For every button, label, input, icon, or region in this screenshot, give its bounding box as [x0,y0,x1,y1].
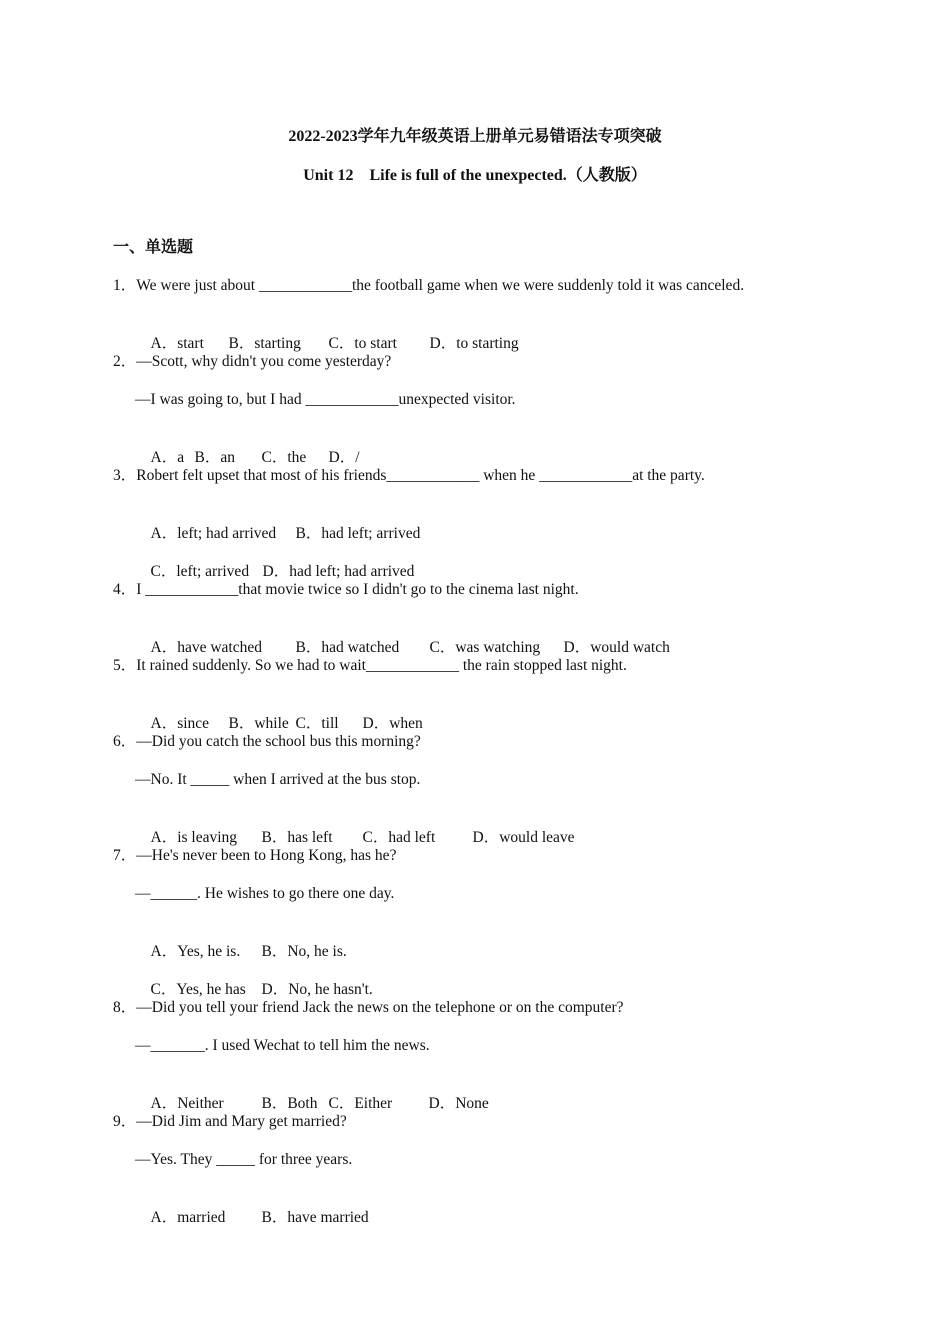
document-subtitle: Unit 12 Life is full of the unexpected.（人教版） [303,167,647,184]
question-6-stem-reply: —No. It _____ when I arrived at the bus stop. [135,771,421,788]
question-9-stem: 9．—Did Jim and Mary get married? [113,1113,347,1130]
question-6-stem: 6．—Did you catch the school bus this morning? [113,733,421,750]
option-a[interactable]: A．have watched [150,639,262,656]
option-c[interactable]: C．Either [328,1095,393,1112]
option-b[interactable]: B．has left [261,829,333,846]
option-d[interactable]: D．/ [328,449,360,466]
question-7-stem: 7．—He's never been to Hong Kong, has he? [113,847,397,864]
question-2-stem-reply: —I was going to, but I had ____________unexpected visitor. [135,391,516,408]
option-d[interactable]: D．when [362,715,423,732]
option-b[interactable]: B．while [228,715,289,732]
option-d[interactable]: D．None [428,1095,489,1112]
option-c[interactable]: C．to start [328,335,397,352]
option-b[interactable]: B．No, he is. [261,943,347,960]
option-b[interactable]: B．had watched [295,639,400,656]
option-a[interactable]: A．start [150,335,204,352]
option-a[interactable]: A．left; had arrived [150,525,277,542]
option-d[interactable]: D．No, he hasn't. [261,981,373,998]
option-c[interactable]: C．had left [362,829,436,846]
question-7-stem-reply: —______. He wishes to go there one day. [135,885,395,902]
question-3-stem: 3．Robert felt upset that most of his friends____________ when he ____________at the party. [113,467,705,484]
option-a[interactable]: A．is leaving [150,829,238,846]
section-heading: 一、单选题 [113,239,194,256]
option-b[interactable]: B．have married [261,1209,369,1226]
option-d[interactable]: D．had left; had arrived [262,563,415,580]
option-c[interactable]: C．till [295,715,339,732]
option-a[interactable]: A．a [150,449,185,466]
option-d[interactable]: D．would watch [563,639,670,656]
document-title: 2022-2023学年九年级英语上册单元易错语法专项突破 [288,128,662,145]
option-d[interactable]: D．to starting [429,335,519,352]
question-8-stem-reply: —_______. I used Wechat to tell him the news. [135,1037,430,1054]
option-a[interactable]: A．since [150,715,210,732]
option-b[interactable]: B．Both [261,1095,318,1112]
question-1-stem: 1．We were just about ____________the football game when we were suddenly told it was canceled. [113,277,745,294]
question-8-stem: 8．—Did you tell your friend Jack the news on the telephone or on the computer? [113,999,624,1016]
question-5-stem: 5．It rained suddenly. So we had to wait____________ the rain stopped last night. [113,657,627,674]
question-9-options [135,1188,369,1248]
option-b[interactable]: B．starting [228,335,301,352]
question-4-stem: 4．I ____________that movie twice so I didn't go to the cinema last night. [113,581,579,598]
option-a[interactable]: A．Neither [150,1095,224,1112]
option-d[interactable]: D．would leave [472,829,575,846]
option-a[interactable]: A．Yes, he is. [150,943,241,960]
option-a[interactable]: A．married [150,1209,226,1226]
option-c[interactable]: C．Yes, he has [150,981,246,998]
option-c[interactable]: C．was watching [429,639,541,656]
option-b[interactable]: B．had left; arrived [295,525,421,542]
question-2-stem: 2．—Scott, why didn't you come yesterday? [113,353,392,370]
option-b[interactable]: B．an [194,449,235,466]
option-c[interactable]: C．left; arrived [150,563,250,580]
option-c[interactable]: C．the [261,449,307,466]
question-9-stem-reply: —Yes. They _____ for three years. [135,1151,353,1168]
